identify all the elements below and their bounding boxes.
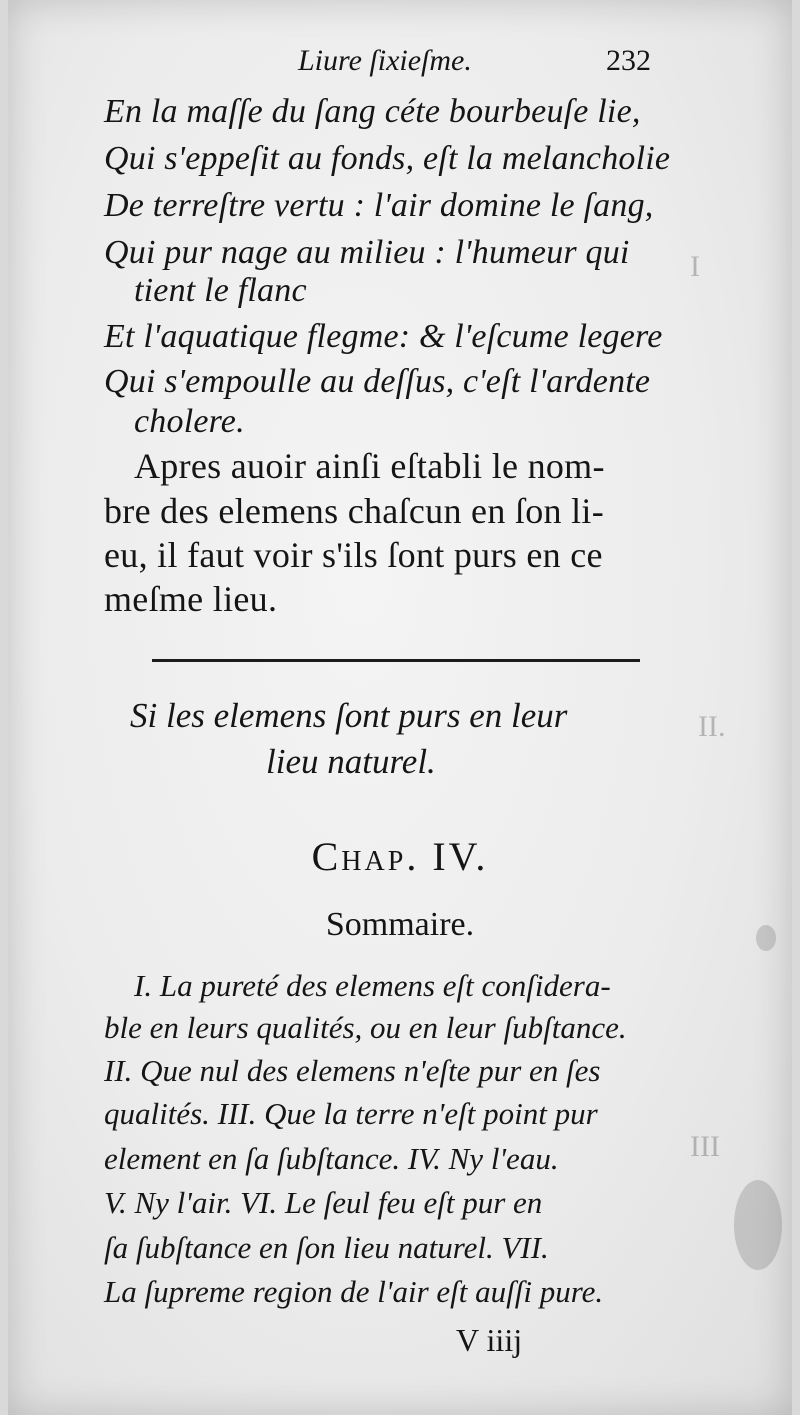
verse-line: Et l'aquatique flegme: & l'eſcume legere [104, 318, 663, 355]
paper-stain [734, 1180, 782, 1270]
bleed-margin-numeral: II. [698, 710, 726, 743]
summary-line: element en ſa ſubſtance. IV. Ny l'eau. [104, 1141, 559, 1176]
prose-line: eu, il faut voir s'ils ſont purs en ce [104, 535, 603, 575]
summary-heading: Sommaire. [325, 906, 475, 943]
summary-line: V. Ny l'air. VI. Le ſeul feu eſt pur en [104, 1185, 543, 1220]
page-number: 232 [606, 44, 651, 77]
verse-line: Qui s'empoulle au deſſus, c'eſt l'ardente [104, 363, 651, 400]
verse-line: En la maſſe du ſang céte bourbeuſe lie, [104, 93, 641, 130]
summary-line: La ſupreme region de l'air eſt auſſi pure. [104, 1274, 604, 1309]
summary-line: II. Que nul des elemens n'eſte pur en ſes [104, 1053, 601, 1088]
summary-line: I. La pureté des elemens eſt conſidera- [134, 968, 611, 1003]
summary-line: ſa ſubſtance en ſon lieu naturel. VII. [104, 1230, 549, 1265]
bleed-margin-numeral: I [690, 250, 700, 283]
prose-line: meſme lieu. [104, 579, 278, 619]
chapter-title: lieu naturel. [266, 742, 436, 781]
book-page [8, 0, 792, 1415]
verse-line: tient le flanc [134, 272, 307, 309]
signature-mark: V iiij [456, 1322, 523, 1358]
verse-line: Qui pur nage au milieu : l'humeur qui [104, 234, 630, 271]
bleed-margin-numeral: III [690, 1130, 720, 1163]
summary-line: qualités. III. Que la terre n'eſt point pur [104, 1096, 598, 1131]
summary-line: ble en leurs qualités, ou en leur ſubſtance. [104, 1010, 627, 1045]
verse-line: Qui s'eppeſit au fonds, eſt la melancholie [104, 140, 671, 177]
running-header [8, 44, 792, 84]
verse-line: De terreſtre vertu : l'air domine le ſang, [104, 187, 654, 224]
running-title: Liure ſixieſme. [298, 44, 472, 77]
prose-line: Apres auoir ainſi eſtabli le nom- [134, 446, 605, 486]
prose-line: bre des elemens chaſcun en ſon li- [104, 491, 605, 531]
section-divider [152, 659, 640, 662]
verse-line: cholere. [134, 403, 245, 440]
chapter-title: Si les elemens ſont purs en leur [130, 696, 568, 735]
chapter-label: Chap. IV. [311, 834, 489, 879]
